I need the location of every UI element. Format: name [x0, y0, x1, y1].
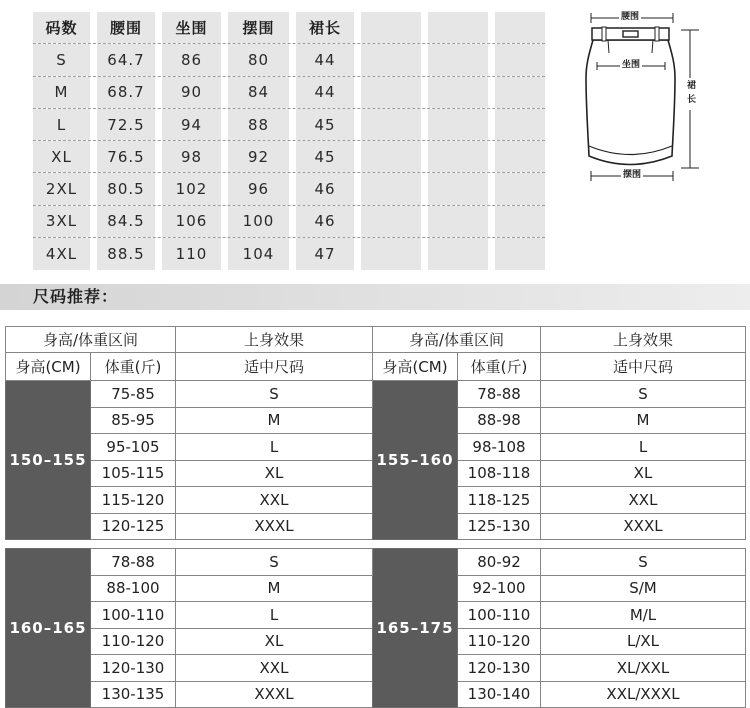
length-label: 裙长	[685, 80, 695, 108]
header-weight: 体重(斤)	[458, 353, 541, 381]
empty-column-cell	[428, 238, 488, 270]
recommend-title-bar	[0, 284, 750, 310]
cell-hem: 92	[228, 141, 289, 172]
weight-cell: 75-85	[91, 381, 176, 408]
cell-hem: 104	[228, 238, 289, 270]
size-chart-row	[33, 206, 545, 238]
height-range-cell: 155–160	[373, 381, 458, 540]
cell-size: 2XL	[33, 173, 90, 204]
size-cell: XXXL	[176, 513, 373, 540]
weight-cell: 88-100	[91, 575, 176, 602]
empty-column-cell	[495, 206, 545, 237]
height-range-cell: 150–155	[6, 381, 91, 540]
header-size: 码数	[33, 12, 90, 43]
size-cell: XL	[176, 628, 373, 655]
size-cell: XXL	[176, 487, 373, 514]
cell-waist: 72.5	[97, 109, 155, 140]
size-cell: S	[176, 549, 373, 576]
header-height: 身高(CM)	[373, 353, 458, 381]
size-cell: S	[176, 381, 373, 408]
size-cell: L	[541, 434, 746, 461]
empty-column-cell	[495, 12, 545, 43]
empty-column-cell	[495, 44, 545, 75]
recommend-column-header-row	[6, 353, 746, 381]
weight-cell: 105-115	[91, 460, 176, 487]
empty-column-cell	[361, 173, 421, 204]
size-cell: M	[541, 407, 746, 434]
weight-cell: 120-130	[91, 655, 176, 682]
cell-hip: 106	[162, 206, 221, 237]
cell-hip: 98	[162, 141, 221, 172]
empty-column-cell	[428, 141, 488, 172]
weight-cell: 80-92	[458, 549, 541, 576]
header-hem: 摆围	[228, 12, 289, 43]
size-cell: L	[176, 602, 373, 629]
cell-waist: 64.7	[97, 44, 155, 75]
header-length: 裙长	[296, 12, 354, 43]
cell-length: 44	[296, 77, 354, 108]
empty-column-cell	[428, 77, 488, 108]
waistband-buckle	[623, 31, 638, 37]
hem-label: 摆围	[622, 170, 642, 180]
header-range: 身高/体重区间	[6, 327, 176, 353]
cell-length: 47	[296, 238, 354, 270]
size-cell: S/M	[541, 575, 746, 602]
weight-cell: 85-95	[91, 407, 176, 434]
size-cell: XXXL	[176, 681, 373, 708]
weight-cell: 95-105	[91, 434, 176, 461]
size-chart-row	[33, 77, 545, 109]
weight-cell: 110-120	[91, 628, 176, 655]
size-cell: L	[176, 434, 373, 461]
empty-column-cell	[361, 238, 421, 270]
weight-cell: 78-88	[91, 549, 176, 576]
cell-hip: 86	[162, 44, 221, 75]
empty-column-cell	[361, 109, 421, 140]
empty-column-cell	[428, 206, 488, 237]
size-cell: XL/XXL	[541, 655, 746, 682]
size-cell: XXXL	[541, 513, 746, 540]
size-cell: XL	[176, 460, 373, 487]
belt-loop	[655, 27, 659, 41]
header-effect: 上身效果	[541, 327, 746, 353]
weight-cell: 120-125	[91, 513, 176, 540]
size-cell: XXL	[176, 655, 373, 682]
belt-loop	[602, 27, 606, 41]
size-cell: XL	[541, 460, 746, 487]
cell-size: L	[33, 109, 90, 140]
size-chart-header-row	[33, 12, 545, 44]
recommend-group-header-row	[6, 327, 746, 353]
height-range-cell: 160–165	[6, 549, 91, 708]
size-chart-row	[33, 141, 545, 173]
empty-column-cell	[495, 141, 545, 172]
height-range-cell: 165–175	[373, 549, 458, 708]
empty-column-cell	[361, 12, 421, 43]
size-cell: M	[176, 407, 373, 434]
header-height: 身高(CM)	[6, 353, 91, 381]
cell-length: 46	[296, 173, 354, 204]
cell-hip: 110	[162, 238, 221, 270]
header-waist: 腰围	[97, 12, 155, 43]
size-cell: M/L	[541, 602, 746, 629]
cell-hem: 96	[228, 173, 289, 204]
weight-cell: 118-125	[458, 487, 541, 514]
size-chart-table	[33, 12, 545, 270]
weight-cell: 100-110	[458, 602, 541, 629]
header-size: 适中尺码	[541, 353, 746, 381]
empty-column-cell	[428, 109, 488, 140]
header-range: 身高/体重区间	[373, 327, 541, 353]
cell-hem: 80	[228, 44, 289, 75]
recommend-table-body	[6, 549, 746, 708]
size-cell: XXL/XXXL	[541, 681, 746, 708]
size-chart-row	[33, 238, 545, 270]
recommend-table-body	[6, 327, 746, 540]
cell-size: S	[33, 44, 90, 75]
empty-column-cell	[495, 109, 545, 140]
cell-waist: 80.5	[97, 173, 155, 204]
empty-column-cell	[428, 173, 488, 204]
size-chart-row	[33, 44, 545, 76]
cell-hem: 100	[228, 206, 289, 237]
weight-cell: 115-120	[91, 487, 176, 514]
cell-waist: 76.5	[97, 141, 155, 172]
empty-column-cell	[428, 44, 488, 75]
cell-length: 45	[296, 141, 354, 172]
size-chart-row	[33, 173, 545, 205]
empty-column-cell	[428, 12, 488, 43]
header-weight: 体重(斤)	[91, 353, 176, 381]
cell-size: 4XL	[33, 238, 90, 270]
empty-column-cell	[495, 238, 545, 270]
cell-waist: 68.7	[97, 77, 155, 108]
hip-label: 坐围	[621, 60, 641, 70]
size-cell: L/XL	[541, 628, 746, 655]
recommend-row	[6, 381, 746, 408]
size-cell: M	[176, 575, 373, 602]
cell-size: 3XL	[33, 206, 90, 237]
cell-waist: 88.5	[97, 238, 155, 270]
weight-cell: 100-110	[91, 602, 176, 629]
weight-cell: 125-130	[458, 513, 541, 540]
skirt-outline	[586, 40, 675, 165]
empty-column-cell	[361, 77, 421, 108]
size-chart-row	[33, 109, 545, 141]
weight-cell: 110-120	[458, 628, 541, 655]
recommend-title: 尺码推荐：	[33, 287, 119, 306]
recommend-table-block	[5, 548, 746, 708]
size-cell: S	[541, 549, 746, 576]
weight-cell: 88-98	[458, 407, 541, 434]
empty-column-cell	[495, 77, 545, 108]
cell-length: 46	[296, 206, 354, 237]
weight-cell: 130-135	[91, 681, 176, 708]
empty-column-cell	[361, 44, 421, 75]
cell-length: 45	[296, 109, 354, 140]
recommend-table-block	[5, 326, 746, 540]
weight-cell: 120-130	[458, 655, 541, 682]
cell-hem: 88	[228, 109, 289, 140]
header-effect: 上身效果	[176, 327, 373, 353]
empty-column-cell	[361, 206, 421, 237]
size-cell: XXL	[541, 487, 746, 514]
cell-size: XL	[33, 141, 90, 172]
weight-cell: 108-118	[458, 460, 541, 487]
header-hip: 坐围	[162, 12, 221, 43]
cell-hip: 94	[162, 109, 221, 140]
empty-column-cell	[495, 173, 545, 204]
weight-cell: 98-108	[458, 434, 541, 461]
cell-size: M	[33, 77, 90, 108]
cell-hem: 84	[228, 77, 289, 108]
empty-column-cell	[361, 141, 421, 172]
header-size: 适中尺码	[176, 353, 373, 381]
weight-cell: 92-100	[458, 575, 541, 602]
size-cell: S	[541, 381, 746, 408]
weight-cell: 78-88	[458, 381, 541, 408]
cell-length: 44	[296, 44, 354, 75]
cell-hip: 102	[162, 173, 221, 204]
cell-waist: 84.5	[97, 206, 155, 237]
recommend-row	[6, 549, 746, 576]
skirt-diagram	[578, 6, 703, 191]
waist-label: 腰围	[620, 12, 640, 22]
cell-hip: 90	[162, 77, 221, 108]
weight-cell: 130-140	[458, 681, 541, 708]
